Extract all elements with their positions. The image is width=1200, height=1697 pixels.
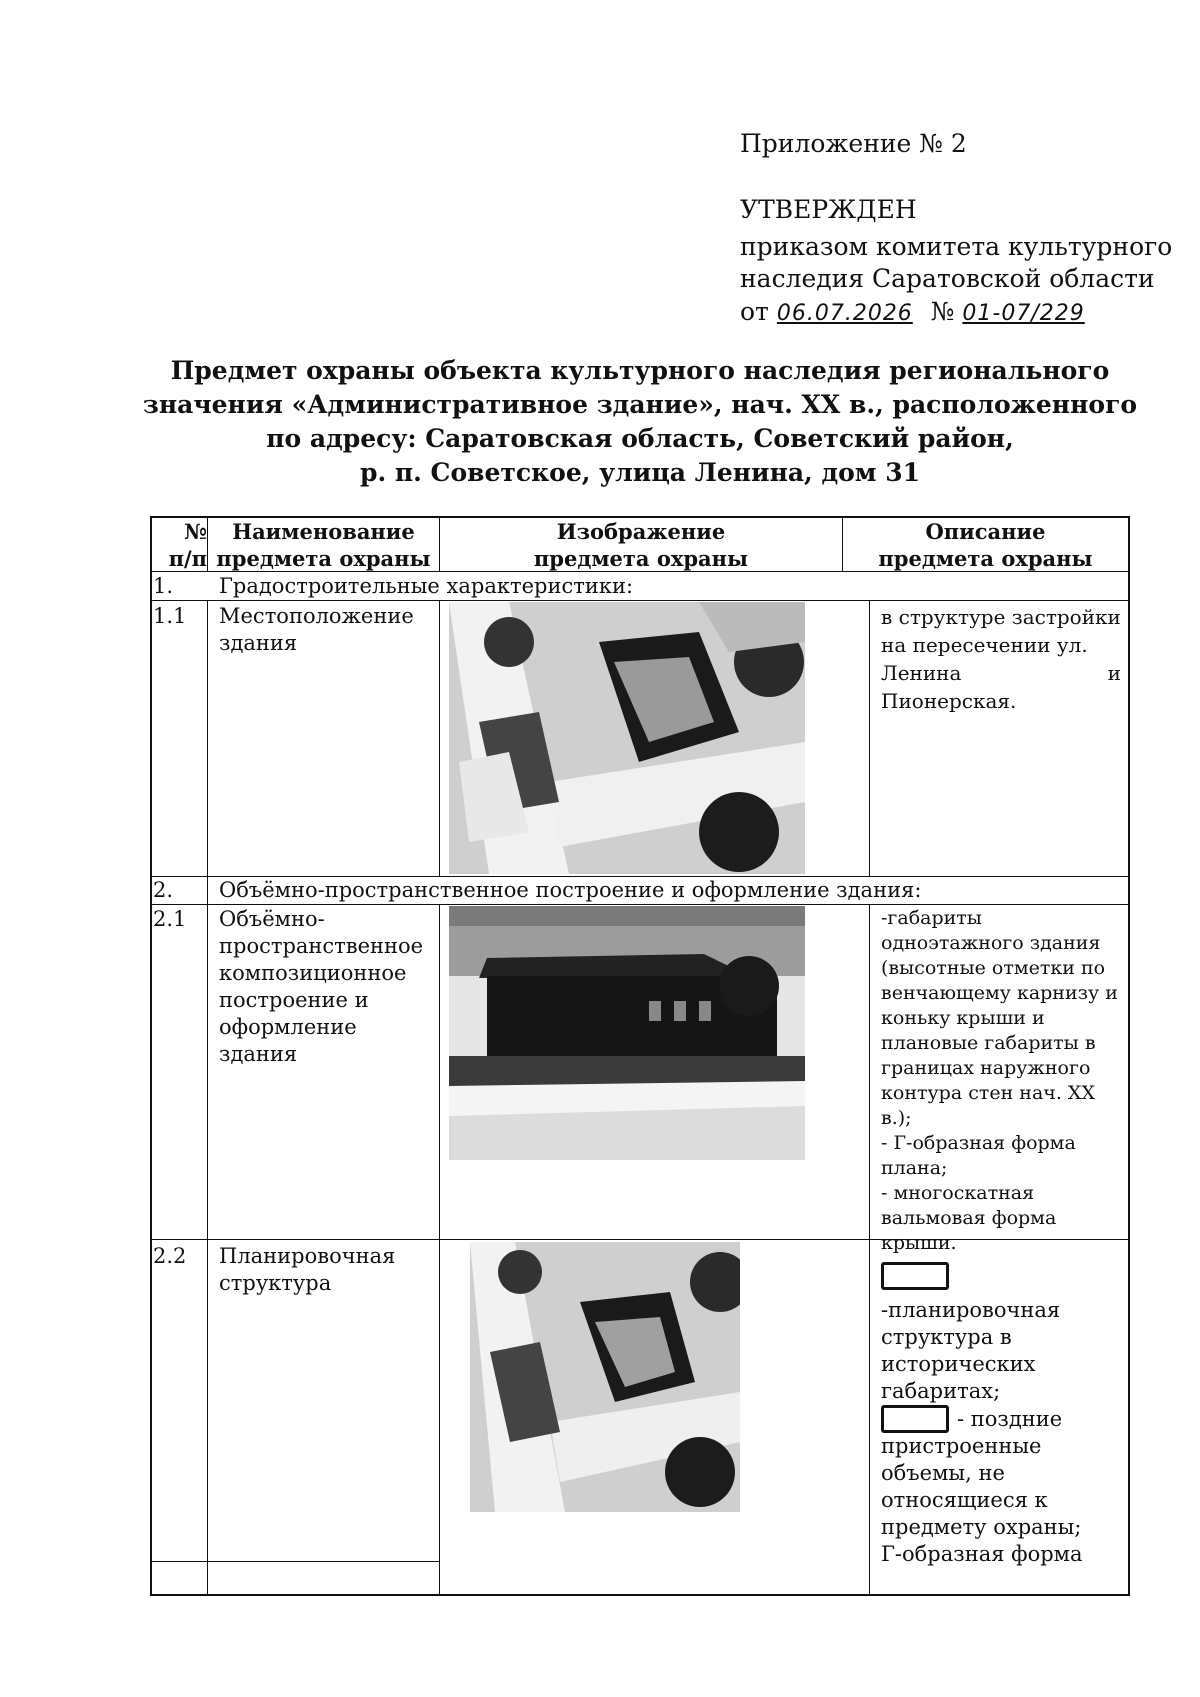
document-title-line-4: р. п. Советское, улица Ленина, дом 31: [359, 458, 921, 487]
row-2-2-name-line-2: структура: [219, 1271, 332, 1295]
row-2-2-desc-b-line-5: Г-образная форма: [881, 1542, 1083, 1566]
row-2-1-desc-line-3: (высотные отметки по: [881, 957, 1106, 979]
section2-label: Объёмно-пространственное построение и оформление здания:: [219, 878, 922, 902]
col-sep-3b: [869, 904, 870, 1594]
order-line-1: приказом комитета культурного: [740, 232, 1173, 261]
document-title-line-2: значения «Административное здание», нач. XX в., расположенного: [142, 390, 1138, 419]
document-title-line-1: Предмет охраны объекта культурного наследия регионального: [170, 356, 1110, 385]
row-2-1-desc-line-11: плана;: [881, 1157, 948, 1179]
header-desc-line-1: Описание: [925, 519, 1046, 544]
header-name-line-1: Наименование: [232, 519, 415, 544]
document-title-line-3: по адресу: Саратовская область, Советский район,: [266, 424, 1014, 453]
row-2-2-num: 2.2: [153, 1244, 187, 1268]
row-1-1-desc-line-3: Ленина и Пионерская.: [881, 661, 1121, 713]
header-description: [843, 518, 1128, 572]
legend-box-historical: [881, 1262, 949, 1290]
header-image-line-2: предмета охраны: [533, 546, 749, 571]
row-2-2-description: [881, 1262, 1126, 1568]
row-2-2-desc-b-line-1: пристроенные: [881, 1434, 1042, 1458]
row-2-2-legend-late-row: [881, 1405, 1126, 1433]
row-1-1-num: 1.1: [153, 604, 187, 628]
row-2-2-desc-a-line-2: структура в: [881, 1325, 1012, 1349]
row-2-2-name: [219, 1243, 434, 1297]
row-2-1-num: 2.1: [153, 907, 187, 931]
date-prefix: от: [740, 297, 769, 326]
number-prefix: №: [930, 297, 955, 326]
table-border-right: [1128, 516, 1130, 1596]
header-image-line-1: Изображение: [556, 519, 726, 544]
row-2-2-desc-b-line-2: объемы, не: [881, 1461, 1005, 1485]
row-2-2-desc-a-line-3: исторических: [881, 1352, 1036, 1376]
header-num-line-2: п/п: [168, 546, 207, 571]
section1-label: Градостроительные характеристики:: [219, 574, 634, 598]
row-2-1-desc-line-9: в.);: [881, 1107, 912, 1129]
row-1-1-name: Местоположение здания: [219, 604, 414, 655]
legend-box-late-additions: [881, 1405, 949, 1433]
row-line-section2: [150, 904, 1130, 905]
row-2-1-desc-line-5: коньку крыши и: [881, 1007, 1045, 1029]
col-sep-3a: [869, 600, 870, 876]
header-image: [440, 518, 842, 572]
facade-photo: [449, 906, 805, 1160]
header-desc-line-2: предмета охраны: [878, 546, 1093, 571]
row-2-1-description: [881, 906, 1126, 1256]
row-2-1-desc-line-2: одноэтажного здания: [881, 932, 1101, 954]
row-2-2-desc-b-first: - поздние: [957, 1406, 1063, 1431]
row-2-1-desc-line-4: венчающему карнизу и: [881, 982, 1118, 1004]
aerial-photo-layout: [470, 1242, 740, 1512]
section2-num: 2.: [153, 878, 174, 902]
row-1-1-desc-line-2: на пересечении ул.: [881, 633, 1088, 657]
row-line-2-2-partial: [150, 1561, 440, 1562]
handwritten-date: 06.07.2026: [776, 301, 913, 326]
row-line-section1: [150, 600, 1130, 601]
row-2-2-desc-b-line-3: относящиеся к: [881, 1488, 1048, 1512]
row-2-1-name: [219, 906, 434, 1068]
row-2-1-name-line-1: Объёмно-: [219, 907, 325, 931]
header-name-line-2: предмета охраны: [216, 546, 431, 571]
row-1-1-desc-line-1: в структуре застройки: [881, 605, 1121, 629]
row-2-1-desc-line-6: плановые габариты в: [881, 1032, 1096, 1054]
row-1-1-description: [881, 603, 1121, 715]
row-2-1-name-line-5: оформление здания: [219, 1015, 357, 1066]
order-line-2: наследия Саратовской области: [740, 264, 1155, 293]
row-2-1-desc-line-8: контура стен нач. XX: [881, 1082, 1095, 1104]
table-border-bottom: [150, 1594, 1130, 1596]
section1-num: 1.: [153, 574, 174, 598]
row-2-1-desc-line-13: вальмовая форма крыши.: [881, 1207, 1057, 1254]
col-sep-1: [207, 600, 208, 1594]
handwritten-number: 01-07/229: [962, 301, 1085, 326]
row-2-2-desc-a-line-1: -планировочная: [881, 1298, 1061, 1322]
row-2-1-name-line-4: построение и: [219, 988, 369, 1012]
appendix-label: Приложение № 2: [740, 129, 967, 158]
approved-label: УТВЕРЖДЕН: [740, 195, 917, 224]
order-date-line: [740, 296, 1085, 329]
col-sep-2a: [439, 600, 440, 876]
row-2-2-desc-a-line-4: габаритах;: [881, 1379, 1001, 1403]
header-num-line-1: №: [184, 519, 207, 544]
col-sep-2b: [439, 904, 440, 1594]
header-num: [152, 518, 207, 572]
row-2-1-name-line-2: пространственное: [219, 934, 424, 958]
row-2-1-desc-line-10: - Г-образная форма: [881, 1132, 1076, 1154]
row-2-1-name-line-3: композиционное: [219, 961, 407, 985]
header-name: [208, 518, 439, 572]
row-2-2-name-line-1: Планировочная: [219, 1244, 396, 1268]
aerial-photo-location: [449, 602, 805, 874]
row-2-1-desc-line-1: -габариты: [881, 907, 982, 929]
table-border-left: [150, 516, 152, 1596]
row-2-1-desc-line-12: - многоскатная: [881, 1182, 1035, 1204]
row-2-1-desc-line-7: границах наружного: [881, 1057, 1091, 1079]
row-2-2-desc-b-line-4: предмету охраны;: [881, 1515, 1082, 1539]
